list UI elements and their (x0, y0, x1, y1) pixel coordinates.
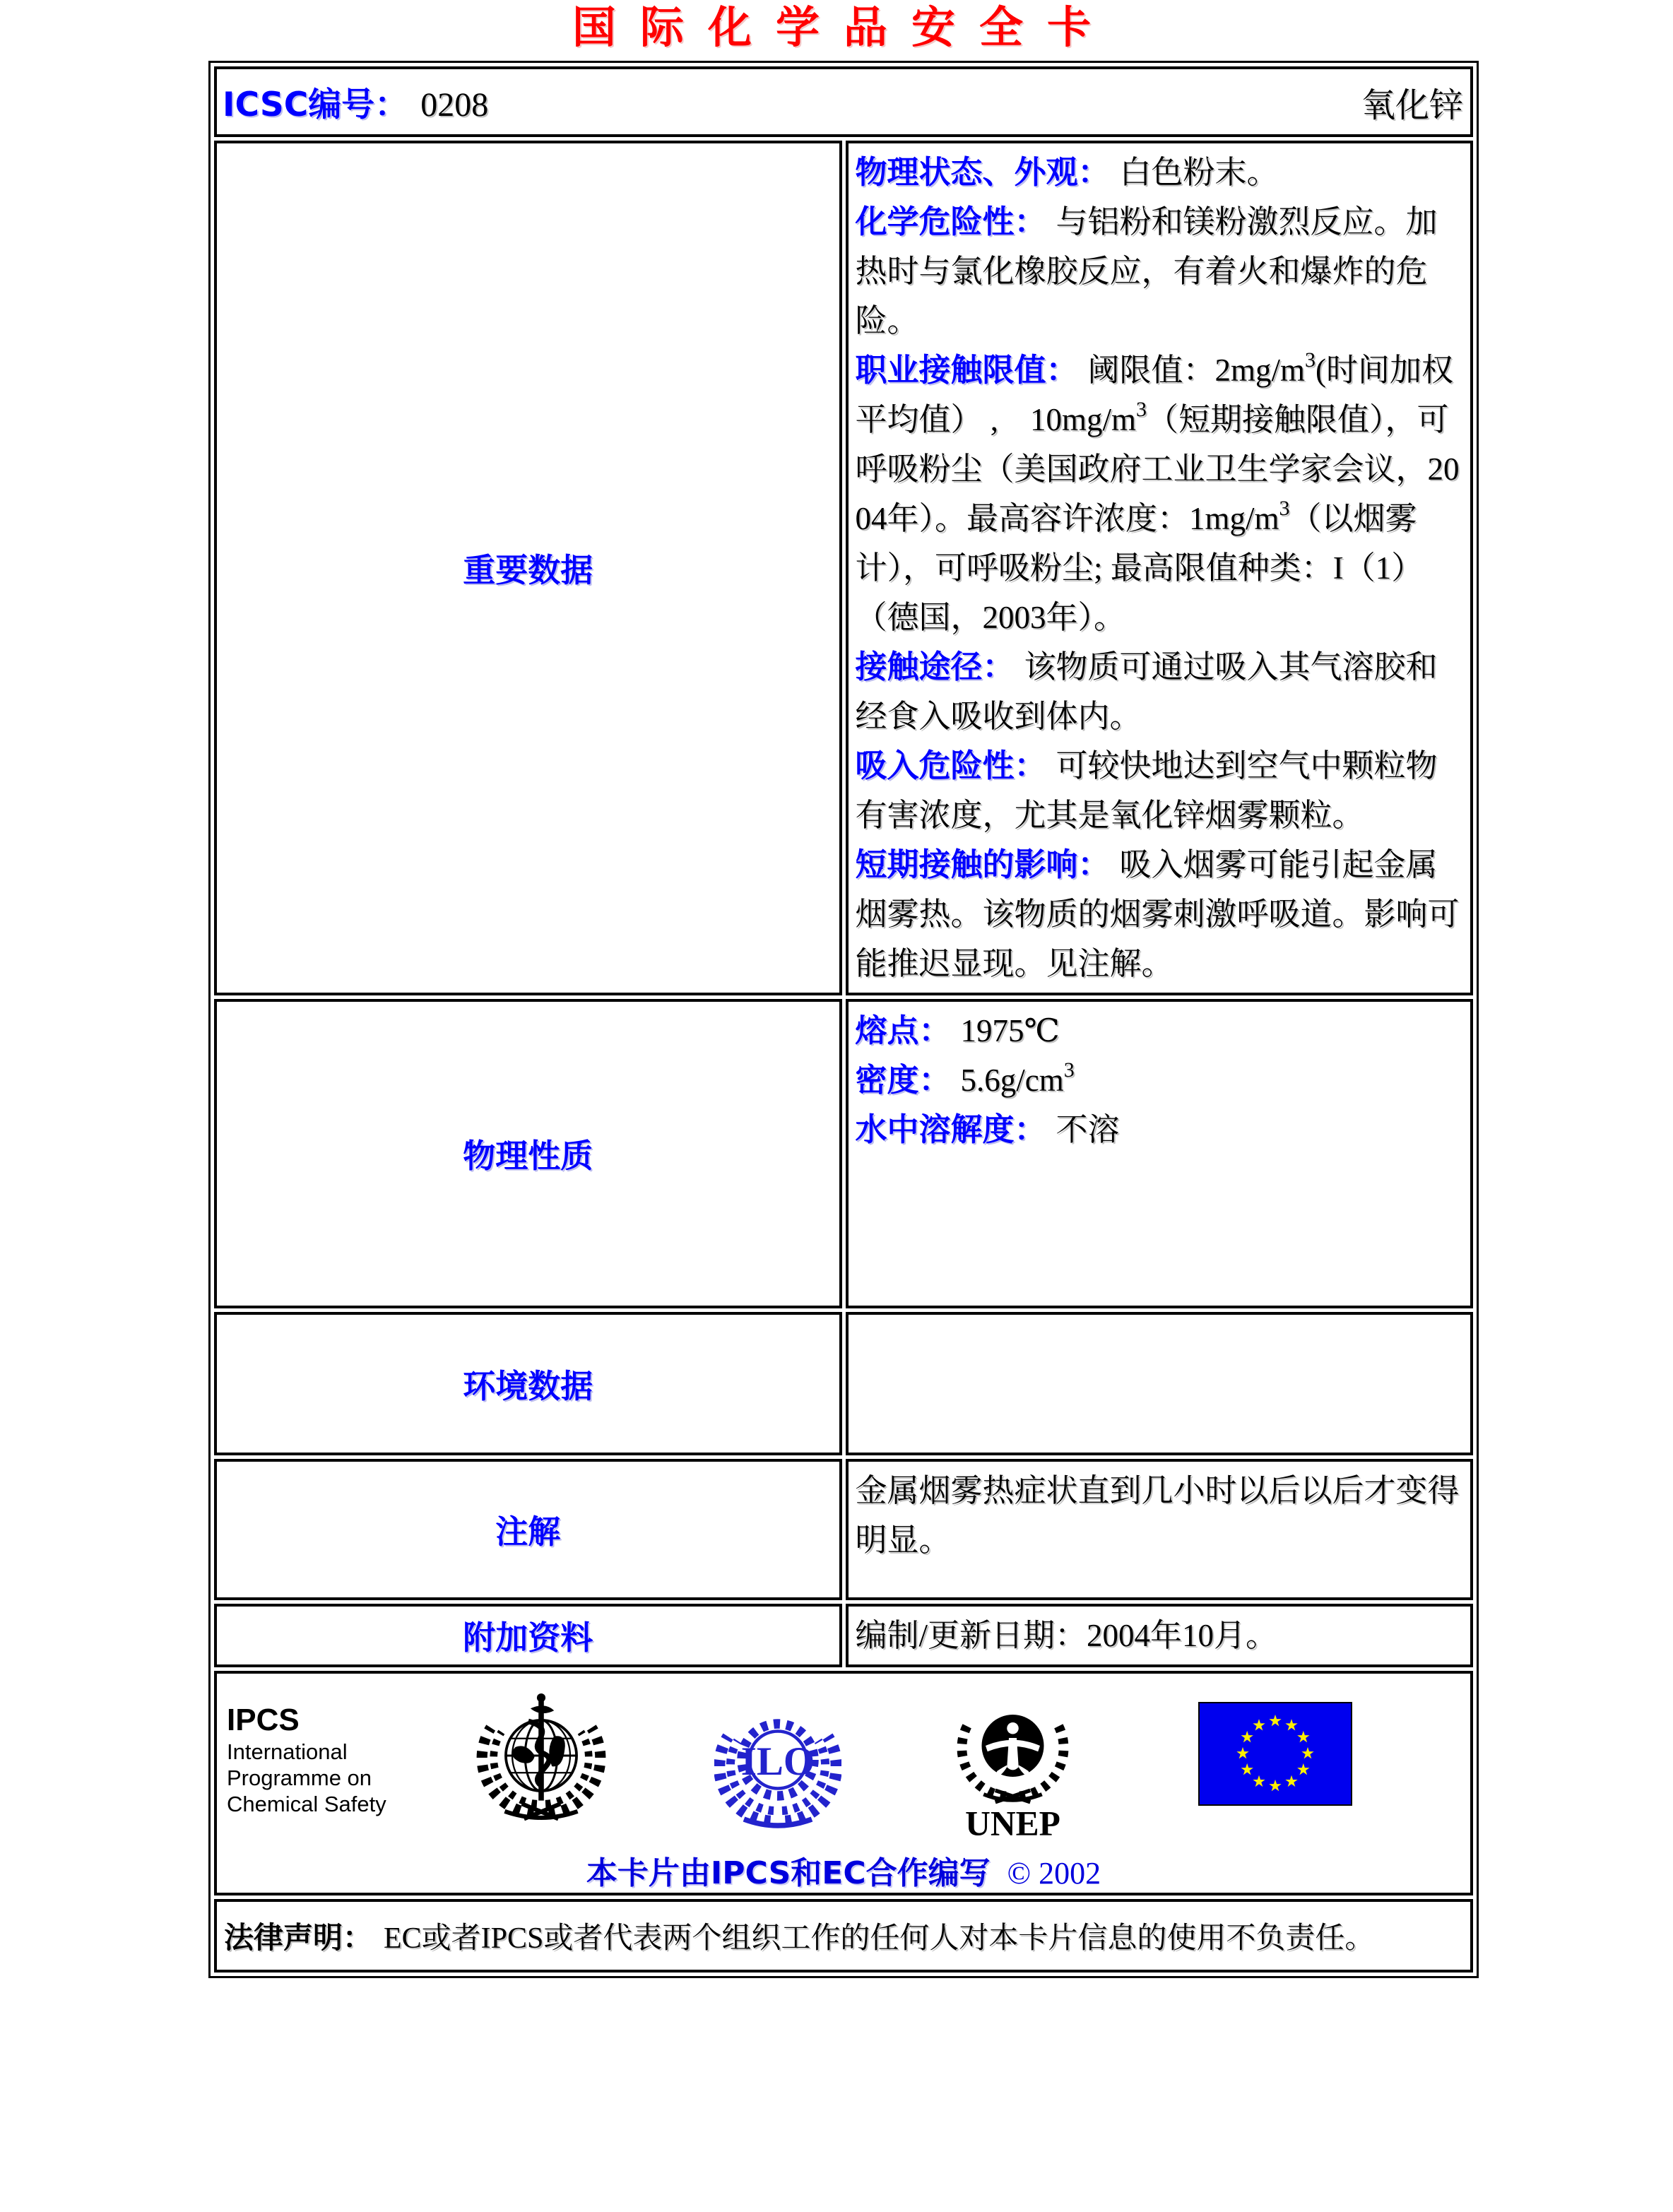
field-label: 吸入危险性： (855, 747, 1046, 784)
ipcs-logos-row (214, 1671, 1473, 1895)
credit-line (217, 1847, 1470, 1893)
section-content-notes (846, 1459, 1474, 1600)
ipcs-subtitle-line: Chemical Safety (227, 1792, 386, 1816)
unep-letters: UNEP (965, 1804, 1060, 1843)
legal-label: 法律声明： (224, 1920, 373, 1955)
legal-row (214, 1899, 1473, 1973)
section-label-notes: 注解 (214, 1459, 842, 1600)
section-row-environmental-data (214, 1312, 1473, 1455)
paragraph: 职业接触限值： 阈限值：$2mg/m^3$(时间加权平均值） , $10mg/m^3$（短期接触限值），可呼吸粉尘（美国政府工业卫生学家会议，2004年）。最高容许浓度：$1mg/m^3$（以烟雾计），可呼吸粉尘; 最高限值种类：I（1）（德国，2003年）。 (855, 348, 1460, 635)
superscript: 3 (1063, 1058, 1075, 1082)
icsc-number-group (223, 78, 488, 126)
ipcs-title: IPCS (227, 1703, 300, 1737)
paragraph-list (856, 1611, 1468, 1660)
paragraph: 水中溶解度： 不溶 (855, 1111, 1120, 1148)
paragraph: 编制/更新日期：2004年10月。 (855, 1618, 1278, 1653)
section-row-physical-properties (214, 999, 1473, 1308)
section-label-additional-info: 附加资料 (214, 1604, 842, 1667)
paragraph: 熔点： 1975℃ (855, 1012, 1060, 1049)
paragraph-list (856, 1466, 1468, 1565)
section-row-additional-info (214, 1604, 1473, 1667)
ipcs-logos-strip (217, 1674, 1470, 1843)
card-header-cell (214, 66, 1473, 137)
ipcs-subtitle-line: International (227, 1739, 348, 1764)
paragraph: 物理状态、外观： 白色粉末。 (855, 153, 1279, 191)
ilo-letters: ILO (740, 1739, 815, 1784)
section-label-important-data: 重要数据 (214, 141, 842, 995)
legal-text: EC或者IPCS或者代表两个组织工作的任何人对本卡片信息的使用不负责任。 (384, 1922, 1375, 1955)
who-logo-icon (474, 1693, 608, 1822)
field-label: 密度： (855, 1061, 951, 1099)
unep-logo-icon (954, 1695, 1071, 1843)
superscript: 3 (1305, 348, 1316, 372)
section-row-important-data (214, 141, 1473, 995)
legal-cell (214, 1899, 1473, 1973)
page-title: 国际化学品安全卡 (572, 4, 1115, 52)
paragraph: 短期接触的影响： 吸入烟雾可能引起金属烟雾热。该物质的烟雾刺激呼吸道。影响可能推迟显现。见注解。 (855, 846, 1460, 981)
credit-copyright: © 2002 (1007, 1856, 1101, 1891)
paragraph: 接触途径： 该物质可通过吸入其气溶胶和经食入吸收到体内。 (855, 648, 1438, 734)
field-label: 短期接触的影响： (855, 846, 1110, 883)
paragraph: 化学危险性： 与铝粉和镁粉激烈反应。加热时与氯化橡胶反应，有着火和爆炸的危险。 (855, 203, 1438, 338)
paragraph-list (856, 1006, 1468, 1154)
eu-flag-icon (1198, 1702, 1352, 1806)
section-content-additional-info (846, 1604, 1474, 1667)
paragraph: 金属烟雾热症状直到几小时以后以后才变得明显。 (855, 1473, 1460, 1558)
credit-text: 本卡片由IPCS和EC合作编写 (586, 1855, 991, 1891)
section-content-environmental-data (846, 1312, 1474, 1455)
paragraph: 吸入危险性： 可较快地达到空气中颗粒物有害浓度，尤其是氧化锌烟雾颗粒。 (855, 747, 1438, 833)
section-content-physical-properties (846, 999, 1474, 1308)
icsc-card-table (208, 61, 1479, 1978)
paragraph: 密度： $5.6g/cm^3$ (855, 1058, 1075, 1099)
field-label: 水中溶解度： (855, 1111, 1046, 1148)
section-label-environmental-data: 环境数据 (214, 1312, 842, 1455)
section-row-notes (214, 1459, 1473, 1600)
field-label: 物理状态、外观： (855, 153, 1110, 191)
field-label: 熔点： (855, 1012, 951, 1049)
section-label-physical-properties: 物理性质 (214, 999, 842, 1308)
icsc-number-value: 0208 (420, 85, 489, 124)
ilo-logo-icon (714, 1696, 841, 1834)
superscript: 3 (1136, 398, 1147, 421)
card-header-row (214, 66, 1473, 137)
field-label: 职业接触限值： (855, 351, 1078, 389)
ipcs-subtitle-line: Programme on (227, 1766, 372, 1790)
icsc-number-label: ICSC编号： (223, 85, 408, 124)
chemical-name: 氧化锌 (1361, 86, 1463, 124)
superscript: 3 (1279, 497, 1290, 520)
paragraph-list (856, 148, 1468, 988)
ipcs-text-block (227, 1702, 439, 1817)
ipcs-logos-cell (214, 1671, 1473, 1895)
section-content-important-data (846, 141, 1474, 995)
field-label: 化学危险性： (855, 203, 1046, 240)
field-label: 接触途径： (855, 648, 1015, 685)
